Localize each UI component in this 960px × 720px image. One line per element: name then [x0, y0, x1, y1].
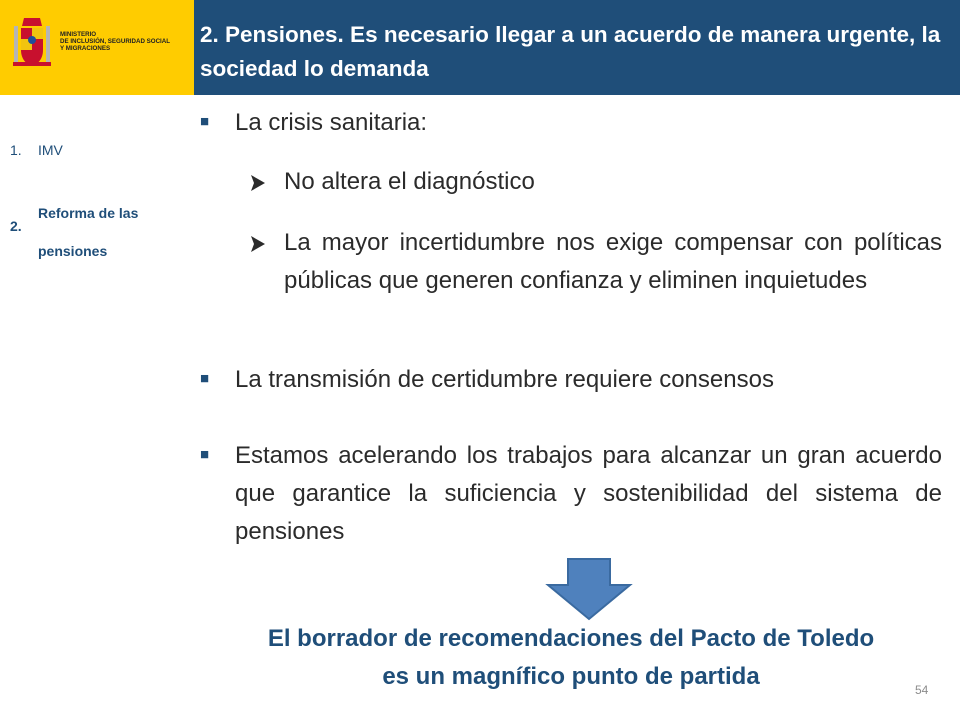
ministry-line: MINISTERIO: [60, 31, 97, 38]
nav-number: 2.: [10, 218, 22, 234]
down-arrow-icon: [545, 557, 633, 621]
header-bar: [194, 0, 960, 95]
ministry-logo: [0, 0, 194, 95]
nav-item-imv[interactable]: [10, 130, 190, 170]
bullet-item: [200, 437, 942, 551]
sub-bullet-item: [248, 224, 942, 300]
conclusion-text: [200, 620, 942, 696]
nav-number: 1.: [10, 142, 22, 158]
bullet-text: La mayor incertidumbre nos exige compensar con políticas públicas que generen confianza y eliminen inquietudes: [284, 229, 942, 294]
section-nav: [10, 130, 190, 270]
square-bullet-icon: ■: [200, 446, 210, 463]
square-bullet-icon: ■: [200, 113, 210, 130]
slide-title: 2. Pensiones. Es necesario llegar a un acuerdo de manera urgente, la sociedad lo demanda: [200, 22, 941, 81]
ministry-name: [60, 31, 192, 52]
coat-of-arms-icon: [12, 16, 52, 74]
ministry-line: Y MIGRACIONES: [60, 45, 111, 52]
nav-item-pension-reform[interactable]: [10, 206, 180, 270]
bullet-text: La crisis sanitaria:: [235, 109, 428, 136]
sub-bullet-item: [248, 163, 942, 201]
bullet-text: La transmisión de certidumbre requiere consensos: [235, 366, 774, 393]
bullet-text: No altera el diagnóstico: [284, 168, 535, 195]
nav-label: IMV: [38, 142, 63, 158]
conclusion-line: El borrador de recomendaciones del Pacto de Toledo: [267, 625, 875, 652]
arrowhead-bullet-icon: [248, 163, 284, 201]
arrowhead-bullet-icon: [248, 224, 284, 300]
nav-label: Reforma de las pensiones: [38, 205, 139, 259]
bullet-item: [200, 361, 942, 399]
bullet-text: Estamos acelerando los trabajos para alcanzar un gran acuerdo que garantice la suficiencia y sostenibilidad del sistema de pensiones: [235, 442, 942, 545]
page-number: 54: [915, 683, 929, 697]
ministry-line: DE INCLUSIÓN, SEGURIDAD SOCIAL: [60, 38, 171, 45]
square-bullet-icon: ■: [200, 370, 210, 387]
bullet-item: [200, 104, 942, 142]
conclusion-line: es un magnífico punto de partida: [382, 663, 760, 690]
